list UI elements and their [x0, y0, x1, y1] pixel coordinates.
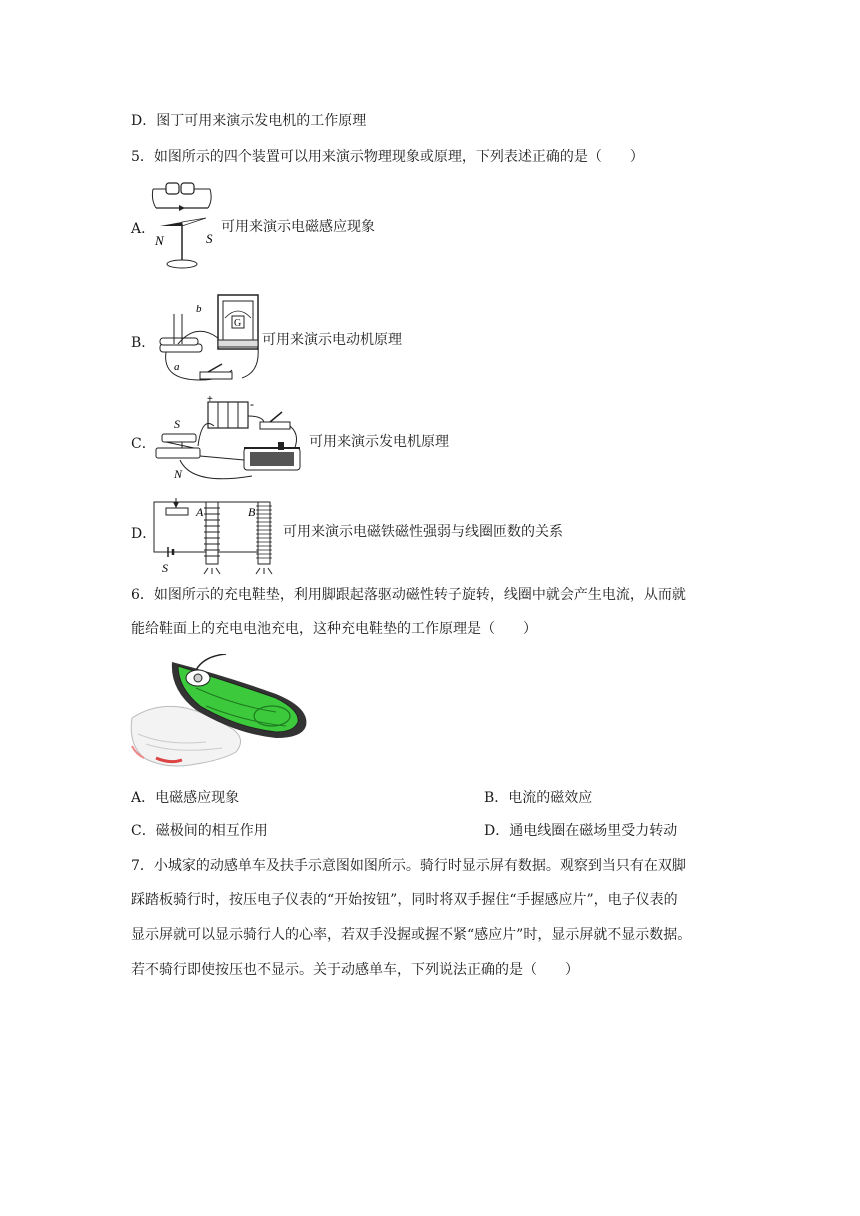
battery-plus-label: +	[207, 396, 213, 405]
galvanometer-circuit-figure	[152, 292, 262, 384]
q5-option-b-text: 可用来演示电动机原理	[262, 332, 402, 348]
wire-b-label: b	[196, 303, 202, 315]
battery-minus-label: -	[250, 397, 254, 411]
pole-n-label: N	[155, 233, 164, 248]
galvanometer-g-label: G	[234, 318, 242, 329]
question-6-stem-line-2: 能给鞋面上的充电电池充电，这种充电鞋垫的工作原理是（ ）	[131, 621, 537, 637]
pole-s-label: S	[206, 231, 213, 246]
q6-option-d: D．通电线圈在磁场里受力转动	[484, 823, 678, 839]
coil-a-label: A	[196, 505, 204, 519]
q5-option-a-text: 可用来演示电磁感应现象	[221, 219, 375, 235]
coil-b-label: B	[248, 505, 256, 519]
magnet-n-label: N	[174, 467, 183, 481]
battery-rheostat-circuit-figure	[152, 396, 310, 486]
question-7-line-4: 若不骑行即使按压也不显示。关于动感单车，下列说法正确的是（ ）	[131, 962, 579, 978]
q5-option-d-text: 可用来演示电磁铁磁性强弱与线圈匝数的关系	[283, 524, 563, 540]
question-7-line-1: 7．小城家的动感单车及扶手示意图如图所示。骑行时显示屏有数据。观察到当只有在双脚	[131, 858, 686, 874]
q6-option-c: C．磁极间的相互作用	[131, 823, 268, 839]
q6-option-a: A．电磁感应现象	[131, 790, 240, 806]
magnet-s-label: S	[174, 417, 180, 431]
question-7-line-2: 踩踏板骑行时，按压电子仪表的“开始按钮”，同时将双手握住“手握感应片”，电子仪表的	[131, 892, 678, 908]
wire-a-label: a	[174, 361, 180, 373]
question-6-stem-line-1: 6．如图所示的充电鞋垫，利用脚跟起落驱动磁性转子旋转，线圈中就会产生电流，从而就	[131, 587, 686, 603]
q5-option-c-text: 可用来演示发电机原理	[309, 434, 449, 450]
compass-wire-figure	[148, 180, 224, 272]
q6-option-b: B．电流的磁效应	[484, 790, 593, 806]
q5-option-d-letter: D．	[131, 526, 157, 542]
q5-option-b-letter: B．	[131, 335, 156, 351]
question-5-stem: 5．如图所示的四个装置可以用来演示物理现象或原理，下列表述正确的是（ ）	[131, 149, 644, 165]
question-4-option-d: D．图丁可用来演示发电机的工作原理	[131, 113, 367, 129]
question-7-line-3: 显示屏就可以显示骑行人的心率，若双手没握或握不紧“感应片”时，显示屏就不显示数据。	[131, 927, 692, 943]
charging-insole-shoe-image	[126, 654, 312, 774]
switch-s-label: S	[162, 561, 168, 575]
q5-option-c-letter: C．	[131, 436, 156, 452]
q5-option-a-letter: A．	[131, 221, 156, 237]
electromagnet-coils-figure	[148, 494, 284, 576]
